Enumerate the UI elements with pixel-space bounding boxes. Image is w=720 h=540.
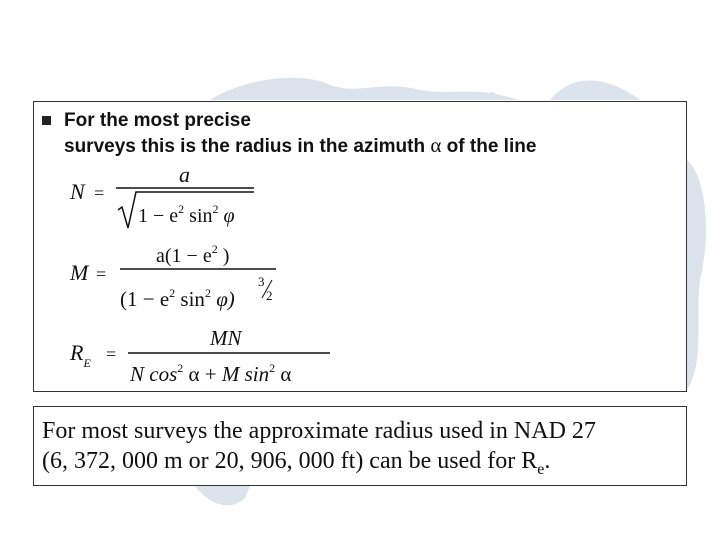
formula-N-lhs: N [70, 179, 85, 204]
formula-RE-lhs [69, 340, 91, 370]
formula-N-sin-exponent: 2 [212, 202, 219, 216]
formula-N-phi: φ [218, 205, 235, 227]
formula-M-equals: = [96, 264, 107, 284]
caption-panel [33, 406, 687, 486]
formula-RE-R: R [70, 340, 84, 365]
heading-line-2-end: of the line [441, 136, 537, 157]
formula-N-equals: = [94, 183, 105, 203]
formula-M [69, 242, 276, 311]
caption-line-2-text: (6, 372, 000 m or 20, 906, 000 ft) can be used for R [42, 448, 538, 474]
map-landmass-north [210, 78, 520, 100]
formula-M-den-sin-exponent: 2 [204, 286, 211, 300]
formula-M-num-main: a(1 − e [156, 245, 212, 267]
map-island [488, 92, 496, 100]
heading-line-2-start: surveys this is the radius in the azimuth [64, 136, 431, 157]
formula-panel [33, 101, 687, 392]
formula-block [34, 102, 686, 391]
formula-M-num-exponent: 2 [211, 242, 218, 256]
formula-N-e-exponent: 2 [178, 202, 185, 216]
formula-RE-denominator [129, 361, 291, 386]
caption-line-1: For most surveys the approximate radius used in NAD 27 [42, 418, 596, 444]
formula-M-den-exponent: 2 [169, 286, 176, 300]
formula-M-numerator [156, 242, 229, 267]
map-landmass-bottom [195, 486, 250, 505]
formula-M-den-sin: sin [175, 287, 205, 311]
formula-RE-den-exp1: 2 [177, 361, 184, 375]
formula-N-one-minus-e: 1 − e [138, 205, 179, 227]
formula-M-power-denominator: 2 [266, 288, 273, 303]
formula-RE-equals: = [106, 344, 117, 364]
formula-M-denominator [120, 286, 235, 311]
formula-RE [69, 326, 330, 386]
formula-RE-subscript: E [83, 356, 91, 370]
formula-N [69, 162, 254, 228]
formula-M-num-close: ) [217, 245, 230, 267]
formula-RE-den-alpha1: α + [183, 362, 222, 386]
formula-N-radicand [138, 202, 235, 227]
heading-alpha: α [430, 133, 442, 157]
formula-M-lhs: M [70, 260, 89, 285]
caption-line-2-subscript: e [537, 460, 545, 478]
formula-N-sin: sin [184, 205, 213, 227]
formula-M-den-main: (1 − e [120, 287, 170, 311]
formula-N-numerator: a [179, 162, 190, 187]
map-landmass-east [550, 80, 640, 100]
heading-line-1: For the most precise [64, 110, 251, 131]
formula-M-power-numerator: 3 [258, 274, 265, 289]
formula-RE-numerator: MN [210, 326, 242, 350]
formula-RE-den-exp2: 2 [269, 361, 276, 375]
formula-RE-den-part2: M sin [221, 362, 270, 386]
caption-line-2 [42, 446, 686, 485]
map-landmass-right [687, 160, 706, 390]
formula-RE-den-alpha2: α [275, 362, 292, 386]
formula-M-den-phi: φ) [210, 287, 235, 311]
caption-line-2-period: . [544, 448, 551, 474]
formula-RE-den-part1: N cos [130, 362, 178, 386]
